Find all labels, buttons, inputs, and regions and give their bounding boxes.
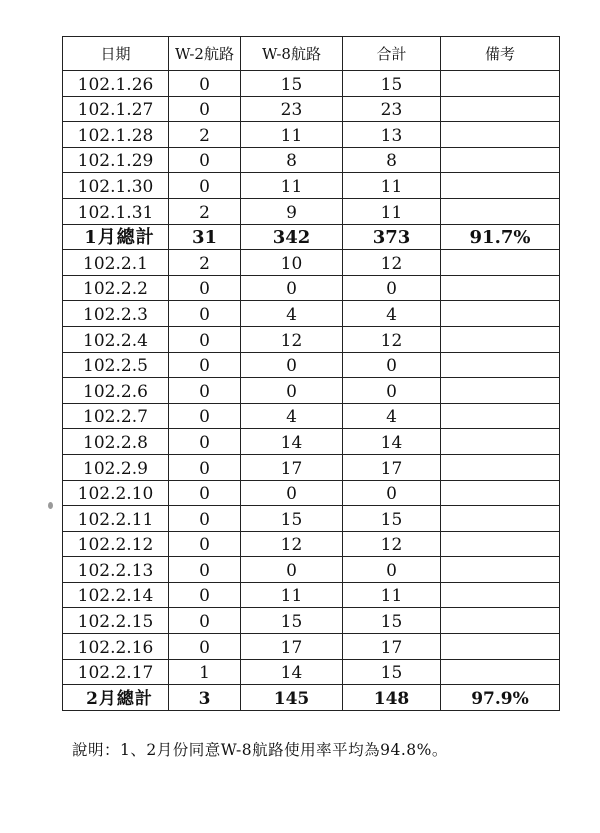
remark-cell (441, 378, 560, 404)
remark-cell (441, 480, 560, 506)
remark-cell (441, 147, 560, 173)
total-cell: 23 (343, 96, 441, 122)
remark-cell (441, 96, 560, 122)
date-cell: 102.2.17 (63, 659, 169, 685)
w2-cell: 0 (169, 634, 241, 660)
w2-cell: 0 (169, 557, 241, 583)
table-row (63, 429, 560, 455)
remark-cell (441, 301, 560, 327)
table-row (63, 582, 560, 608)
monthly-total-row (63, 224, 560, 250)
date-cell: 102.2.7 (63, 403, 169, 429)
w8-cell: 15 (241, 608, 343, 634)
total-cell: 15 (343, 608, 441, 634)
table-row (63, 531, 560, 557)
table-row (63, 147, 560, 173)
total-cell: 148 (343, 685, 441, 711)
w8-cell: 11 (241, 582, 343, 608)
w8-cell: 4 (241, 403, 343, 429)
table-row (63, 659, 560, 685)
w8-cell: 0 (241, 275, 343, 301)
table-row (63, 480, 560, 506)
date-cell: 102.2.12 (63, 531, 169, 557)
w2-cell: 0 (169, 582, 241, 608)
total-cell: 4 (343, 301, 441, 327)
date-cell: 102.1.30 (63, 173, 169, 199)
date-cell: 102.2.14 (63, 582, 169, 608)
total-cell: 14 (343, 429, 441, 455)
w2-cell: 0 (169, 531, 241, 557)
w8-cell: 4 (241, 301, 343, 327)
table-row (63, 634, 560, 660)
w8-cell: 0 (241, 352, 343, 378)
header-total: 合計 (343, 37, 441, 71)
total-cell: 12 (343, 326, 441, 352)
remark-cell (441, 608, 560, 634)
table-row (63, 352, 560, 378)
remark-cell (441, 557, 560, 583)
date-cell: 102.1.27 (63, 96, 169, 122)
w2-cell: 0 (169, 96, 241, 122)
total-cell: 0 (343, 275, 441, 301)
flight-route-table (62, 36, 560, 711)
table-row (63, 506, 560, 532)
remark-cell (441, 352, 560, 378)
total-cell: 13 (343, 122, 441, 148)
table-row (63, 454, 560, 480)
table-row (63, 326, 560, 352)
header-w2-route: W-2航路 (169, 37, 241, 71)
remark-cell (441, 429, 560, 455)
total-cell: 15 (343, 71, 441, 97)
table-row (63, 198, 560, 224)
w2-cell: 0 (169, 147, 241, 173)
w8-cell: 17 (241, 454, 343, 480)
total-cell: 12 (343, 531, 441, 557)
remark-cell (441, 454, 560, 480)
date-cell: 2月總計 (63, 685, 169, 711)
date-cell: 102.2.16 (63, 634, 169, 660)
footnote: 說明：1、2月份同意W-8航路使用率平均為94.8%。 (72, 741, 448, 759)
table-row (63, 122, 560, 148)
remark-cell (441, 122, 560, 148)
date-cell: 102.2.10 (63, 480, 169, 506)
total-cell: 0 (343, 557, 441, 583)
header-date: 日期 (63, 37, 169, 71)
w8-cell: 12 (241, 326, 343, 352)
date-cell: 102.2.6 (63, 378, 169, 404)
w8-cell: 0 (241, 480, 343, 506)
remark-cell: 97.9% (441, 685, 560, 711)
remark-cell (441, 71, 560, 97)
w2-cell: 31 (169, 224, 241, 250)
date-cell: 102.2.3 (63, 301, 169, 327)
w2-cell: 2 (169, 198, 241, 224)
w8-cell: 10 (241, 250, 343, 276)
header-row (63, 37, 560, 71)
scan-speck (48, 502, 53, 509)
date-cell: 102.1.26 (63, 71, 169, 97)
total-cell: 15 (343, 659, 441, 685)
total-cell: 8 (343, 147, 441, 173)
date-cell: 102.2.13 (63, 557, 169, 583)
w2-cell: 0 (169, 352, 241, 378)
w2-cell: 2 (169, 122, 241, 148)
table-row (63, 275, 560, 301)
w2-cell: 0 (169, 480, 241, 506)
table-row (63, 173, 560, 199)
remark-cell (441, 275, 560, 301)
total-cell: 11 (343, 173, 441, 199)
date-cell: 102.2.2 (63, 275, 169, 301)
w8-cell: 12 (241, 531, 343, 557)
w8-cell: 15 (241, 71, 343, 97)
w2-cell: 0 (169, 403, 241, 429)
w2-cell: 0 (169, 326, 241, 352)
remark-cell (441, 326, 560, 352)
w2-cell: 0 (169, 429, 241, 455)
w8-cell: 9 (241, 198, 343, 224)
w2-cell: 2 (169, 250, 241, 276)
date-cell: 102.1.31 (63, 198, 169, 224)
w8-cell: 145 (241, 685, 343, 711)
w8-cell: 14 (241, 659, 343, 685)
table-row (63, 71, 560, 97)
w2-cell: 3 (169, 685, 241, 711)
date-cell: 1月總計 (63, 224, 169, 250)
total-cell: 17 (343, 634, 441, 660)
w2-cell: 0 (169, 173, 241, 199)
date-cell: 102.2.11 (63, 506, 169, 532)
header-w8-route: W-8航路 (241, 37, 343, 71)
remark-cell (441, 250, 560, 276)
table-row (63, 96, 560, 122)
remark-cell (441, 634, 560, 660)
w8-cell: 0 (241, 378, 343, 404)
w8-cell: 342 (241, 224, 343, 250)
total-cell: 11 (343, 582, 441, 608)
total-cell: 11 (343, 198, 441, 224)
w2-cell: 0 (169, 275, 241, 301)
w2-cell: 0 (169, 301, 241, 327)
w8-cell: 23 (241, 96, 343, 122)
date-cell: 102.1.28 (63, 122, 169, 148)
date-cell: 102.2.4 (63, 326, 169, 352)
total-cell: 0 (343, 480, 441, 506)
date-cell: 102.2.5 (63, 352, 169, 378)
remark-cell (441, 582, 560, 608)
table-row (63, 557, 560, 583)
total-cell: 0 (343, 378, 441, 404)
table-row (63, 250, 560, 276)
total-cell: 373 (343, 224, 441, 250)
w8-cell: 11 (241, 173, 343, 199)
w8-cell: 15 (241, 506, 343, 532)
w2-cell: 0 (169, 454, 241, 480)
w2-cell: 1 (169, 659, 241, 685)
header-remark: 備考 (441, 37, 560, 71)
w8-cell: 14 (241, 429, 343, 455)
total-cell: 0 (343, 352, 441, 378)
total-cell: 4 (343, 403, 441, 429)
w2-cell: 0 (169, 378, 241, 404)
w8-cell: 11 (241, 122, 343, 148)
monthly-total-row (63, 685, 560, 711)
w8-cell: 17 (241, 634, 343, 660)
table-row (63, 608, 560, 634)
w2-cell: 0 (169, 506, 241, 532)
table-row (63, 378, 560, 404)
total-cell: 12 (343, 250, 441, 276)
date-cell: 102.2.9 (63, 454, 169, 480)
remark-cell (441, 198, 560, 224)
date-cell: 102.2.8 (63, 429, 169, 455)
date-cell: 102.2.15 (63, 608, 169, 634)
table-row (63, 301, 560, 327)
date-cell: 102.2.1 (63, 250, 169, 276)
remark-cell: 91.7% (441, 224, 560, 250)
w8-cell: 0 (241, 557, 343, 583)
table-row (63, 403, 560, 429)
total-cell: 17 (343, 454, 441, 480)
w2-cell: 0 (169, 71, 241, 97)
total-cell: 15 (343, 506, 441, 532)
remark-cell (441, 403, 560, 429)
remark-cell (441, 659, 560, 685)
w2-cell: 0 (169, 608, 241, 634)
remark-cell (441, 173, 560, 199)
remark-cell (441, 506, 560, 532)
remark-cell (441, 531, 560, 557)
w8-cell: 8 (241, 147, 343, 173)
date-cell: 102.1.29 (63, 147, 169, 173)
